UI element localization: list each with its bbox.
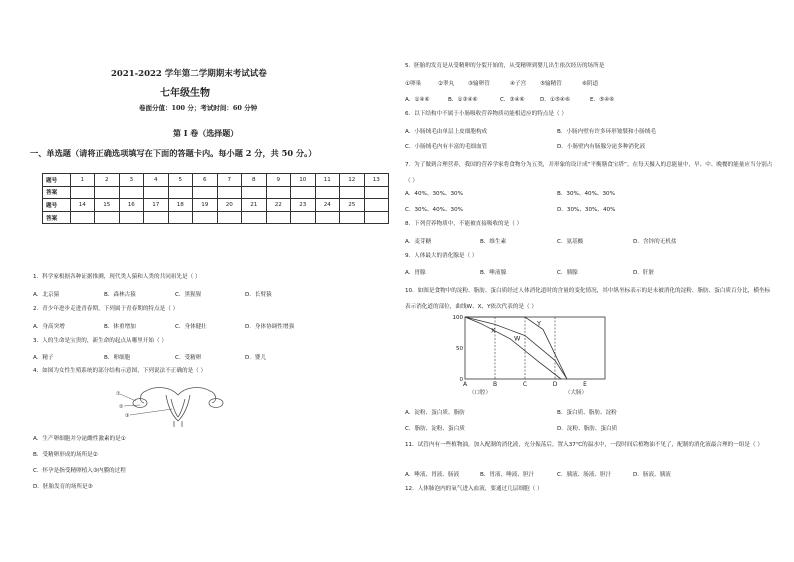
answer-table-number: 19 bbox=[193, 199, 218, 212]
question-option: A．生产卵细胞并分泌雌性激素的是① bbox=[33, 436, 126, 442]
answer-table-number: 10 bbox=[291, 174, 316, 187]
question-option: B．体重增加 bbox=[104, 324, 136, 330]
answer-table-label: 答案 bbox=[43, 186, 71, 199]
answer-cell[interactable] bbox=[168, 186, 193, 199]
answer-cell[interactable] bbox=[217, 211, 242, 224]
question-option: C．30%、40%、30% bbox=[405, 207, 463, 213]
question-stem: 3．人的生命是宝贵的，新生命的起点从哪里开始（ ） bbox=[33, 338, 167, 344]
answer-table-number: 11 bbox=[315, 174, 340, 187]
question-option: C．胰腺 bbox=[557, 270, 578, 276]
answer-table-number: 12 bbox=[340, 174, 365, 187]
answer-table-number: 4 bbox=[144, 174, 169, 187]
question-option: B．小肠内壁有许多环形皱襞和小肠绒毛 bbox=[557, 129, 656, 135]
question-stem: 10．如图是食物中的淀粉、脂肪、蛋白质经过人体消化道时的含量的变化情况，其中纵坐标表示的是未被消化的淀粉、脂肪、蛋白质百分比，横坐标表示消化道的部位，曲线W、X、Y依次代表的是（ ） bbox=[405, 288, 771, 310]
answer-table-number: 3 bbox=[119, 174, 144, 187]
answer-table-number: 5 bbox=[168, 174, 193, 187]
question-option: D．胚胎发育的场所是③ bbox=[33, 484, 93, 490]
figure-label: ③ bbox=[125, 413, 130, 419]
question-option: B．30%、40%、30% bbox=[557, 191, 615, 197]
answer-table-number: 24 bbox=[315, 199, 340, 212]
option-term: ④子宫 bbox=[510, 81, 527, 87]
x-tick-label: E bbox=[583, 381, 587, 388]
question-option: B．受精卵形成的场所是② bbox=[33, 452, 98, 458]
question-option: E．⑤④⑥ bbox=[590, 97, 615, 103]
question-option: B．森林古猿 bbox=[104, 292, 136, 298]
series-label: Y bbox=[537, 319, 541, 328]
series-line-w bbox=[465, 317, 561, 379]
answer-cell[interactable] bbox=[193, 186, 218, 199]
answer-table-label: 答案 bbox=[43, 211, 71, 224]
region-label: （大肠） bbox=[564, 390, 588, 396]
question-option: D．①⑤④⑥ bbox=[540, 97, 570, 103]
reproductive-system-figure bbox=[116, 381, 240, 427]
answer-table-label: 题号 bbox=[43, 199, 71, 212]
question-option: B．蛋白质、脂肪、淀粉 bbox=[557, 410, 617, 416]
answer-cell[interactable] bbox=[70, 186, 95, 199]
series-line-y bbox=[465, 317, 567, 379]
question-option: B．维生素 bbox=[480, 239, 507, 245]
question-stem: 1．科学家根据各种证据推测，现代类人猿和人类的共同祖先是（ ） bbox=[33, 274, 201, 280]
option-term: ⑤输精管 bbox=[540, 81, 562, 87]
question-option: A．麦芽糖 bbox=[405, 239, 432, 245]
question-option: C．身体健壮 bbox=[175, 324, 207, 330]
question-option: D．身体协调性增强 bbox=[245, 324, 295, 330]
question-option: A．小肠绒毛由单层上皮细胞构成 bbox=[405, 129, 488, 135]
figure-label: ② bbox=[119, 404, 124, 410]
answer-cell[interactable] bbox=[291, 186, 316, 199]
question-option: A．身高突增 bbox=[33, 324, 65, 330]
question-option: A．北京猿 bbox=[33, 292, 60, 298]
answer-cell bbox=[364, 199, 389, 212]
question-option: D．30%、30%、40% bbox=[557, 207, 616, 213]
answer-table-number: 13 bbox=[364, 174, 389, 187]
exam-title: 2021-2022 学年第二学期期末考试试卷 bbox=[111, 69, 267, 79]
part1-heading: 第 I 卷（选择题） bbox=[173, 128, 239, 138]
question-stem: 5．胚胎的发育是从受精卵的分裂开始的，从受精卵到婴儿出生依次经历的场所是 bbox=[405, 63, 605, 69]
question-option: C．氨基酸 bbox=[557, 239, 584, 245]
question-option: A．淀粉、蛋白质、脂肪 bbox=[405, 410, 465, 416]
question-option: A．精子 bbox=[33, 355, 54, 361]
answer-table-number: 21 bbox=[242, 199, 267, 212]
answer-table-number: 23 bbox=[291, 199, 316, 212]
question-stem: 6．以下结构中不属于小肠吸收营养物质功能相适应的特点是（ ） bbox=[405, 111, 567, 117]
x-tick-label: D bbox=[552, 381, 558, 388]
question-option: D．肝脏 bbox=[633, 270, 655, 276]
answer-table-number: 17 bbox=[144, 199, 169, 212]
question-option: A．胃腺 bbox=[405, 270, 426, 276]
exam-info: 卷面分值：100 分；考试时间：60 分钟 bbox=[139, 104, 258, 112]
question-option: C．脂肪、淀粉、蛋白质 bbox=[405, 426, 465, 432]
option-term: ③输卵管 bbox=[468, 81, 490, 87]
question-option: D．含锌的无机盐 bbox=[633, 239, 677, 245]
digestion-chart bbox=[445, 313, 625, 399]
region-label: （口腔） bbox=[468, 390, 492, 396]
answer-table-number: 22 bbox=[266, 199, 291, 212]
answer-cell bbox=[364, 211, 389, 224]
option-term: ①卵巢 bbox=[405, 81, 422, 87]
question-stem: 9．人体最大的消化腺是（ ） bbox=[405, 253, 478, 259]
question-option: A．唾液、胃液、肠液 bbox=[405, 472, 460, 478]
answer-table-number: 6 bbox=[193, 174, 218, 187]
answer-cell[interactable] bbox=[315, 186, 340, 199]
question-stem: 2．青少年进步走进青春期，下列属于青春期的特点是（ ） bbox=[33, 306, 179, 312]
answer-table-number: 15 bbox=[95, 199, 120, 212]
answer-cell[interactable] bbox=[144, 211, 169, 224]
answer-table bbox=[42, 173, 389, 224]
answer-cell[interactable] bbox=[242, 211, 267, 224]
answer-cell[interactable] bbox=[95, 211, 120, 224]
option-term: ⑥阴道 bbox=[582, 81, 599, 87]
answer-cell[interactable] bbox=[95, 186, 120, 199]
answer-table-label: 题号 bbox=[43, 174, 71, 187]
question-option: A．①④⑥ bbox=[405, 97, 430, 103]
answer-cell[interactable] bbox=[266, 186, 291, 199]
question-option: C．胰液、肠液、胆汁 bbox=[557, 472, 612, 478]
question-option: B．卵细胞 bbox=[104, 355, 131, 361]
answer-cell[interactable] bbox=[340, 211, 365, 224]
answer-cell[interactable] bbox=[340, 186, 365, 199]
series-label: W bbox=[514, 334, 521, 343]
answer-cell[interactable] bbox=[266, 211, 291, 224]
answer-cell[interactable] bbox=[70, 211, 95, 224]
answer-table-number: 9 bbox=[266, 174, 291, 187]
subject-title: 七年级生物 bbox=[160, 88, 210, 99]
question-option: D．淀粉、脂肪、蛋白质 bbox=[557, 426, 618, 432]
answer-table-number: 18 bbox=[168, 199, 193, 212]
answer-cell[interactable] bbox=[242, 186, 267, 199]
answer-table-number: 8 bbox=[242, 174, 267, 187]
question-option: D．小肠壁内有肠腺分泌多种消化液 bbox=[557, 144, 646, 150]
answer-cell[interactable] bbox=[364, 186, 389, 199]
answer-table-number: 16 bbox=[119, 199, 144, 212]
answer-cell[interactable] bbox=[291, 211, 316, 224]
answer-cell[interactable] bbox=[119, 211, 144, 224]
x-tick-label: C bbox=[522, 381, 528, 388]
question-stem: 8．下列营养物质中，不能被直接吸收的是（ ） bbox=[405, 221, 523, 227]
question-option: B．①③④⑥ bbox=[448, 97, 478, 103]
question-stem: 7．为了做到合理营养，我国的营养学家将食物分为五类，并形象的设计成“平衡膳食宝塔”。在每天摄入的总能量中，早、中、晚餐的能量应当分别占（ ） bbox=[405, 162, 773, 184]
question-option: D．婴儿 bbox=[245, 355, 267, 361]
answer-cell[interactable] bbox=[144, 186, 169, 199]
question-option: B．胃液、唾液、胆汁 bbox=[480, 472, 535, 478]
answer-table-number: 7 bbox=[217, 174, 242, 187]
answer-table-number: 1 bbox=[70, 174, 95, 187]
answer-table-number: 2 bbox=[95, 174, 120, 187]
question-option: D．肠液、胰液 bbox=[633, 472, 671, 478]
question-option: C．③④⑥ bbox=[500, 97, 525, 103]
question-option: C．怀孕是指受精卵植入③内膜的过程 bbox=[33, 468, 126, 474]
figure-label: ① bbox=[116, 391, 121, 397]
answer-cell[interactable] bbox=[315, 211, 340, 224]
question-option: D．长臂猿 bbox=[245, 292, 272, 298]
question-stem: 11．试管内有一些植物油，加入配制的消化液，充分振荡后，置入37℃的温水中，一段时间后植物油不见了，配制的消化液最合理的一组是（ ） bbox=[405, 442, 763, 448]
x-tick-label: B bbox=[492, 381, 498, 388]
y-tick-label: 100 bbox=[452, 315, 463, 321]
question-option: C．受精卵 bbox=[175, 355, 202, 361]
answer-table-number: 20 bbox=[217, 199, 242, 212]
y-tick-label: 50 bbox=[456, 346, 463, 352]
series-label: X bbox=[491, 326, 496, 335]
question-option: C．黑猩猩 bbox=[175, 292, 202, 298]
question-option: A．40%、30%、30% bbox=[405, 191, 463, 197]
y-tick-label: 0 bbox=[459, 377, 463, 383]
answer-table-number: 25 bbox=[340, 199, 365, 212]
section1-heading: 一、单选题（请将正确选项填写在下面的答题卡内。每小题 2 分，共 50 分。） bbox=[30, 148, 317, 158]
question-stem: 12．人体肺泡内的氧气进入血液，要通过几层细胞（ ） bbox=[405, 486, 543, 492]
question-stem: 4．如图为女性生殖系统的部分结构示意图，下列说法不正确的是（ ） bbox=[33, 368, 207, 374]
answer-cell[interactable] bbox=[193, 211, 218, 224]
answer-cell[interactable] bbox=[119, 186, 144, 199]
answer-cell[interactable] bbox=[168, 211, 193, 224]
option-term: ②睾丸 bbox=[438, 81, 455, 87]
x-tick-label: A bbox=[462, 381, 468, 388]
answer-table-number: 14 bbox=[70, 199, 95, 212]
question-option: C．小肠绒毛内有丰富的毛细血管 bbox=[405, 144, 488, 150]
question-option: B．唾液腺 bbox=[480, 270, 507, 276]
answer-cell[interactable] bbox=[217, 186, 242, 199]
